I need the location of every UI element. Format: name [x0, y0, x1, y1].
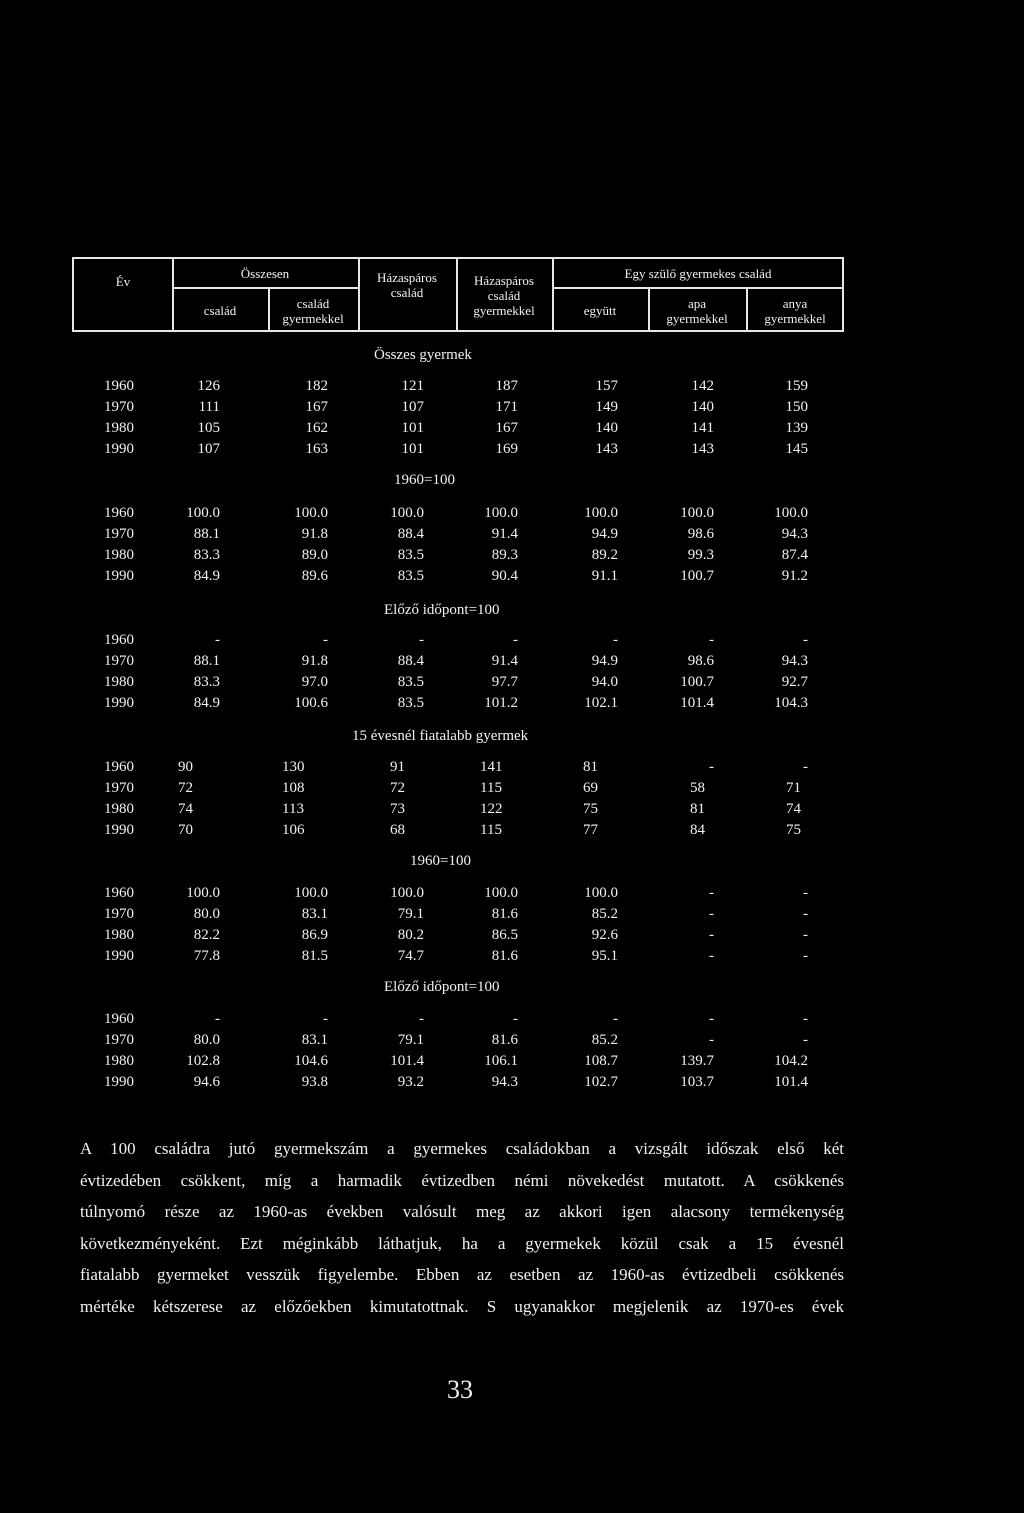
cell-year: 1990 — [104, 568, 134, 584]
cell: 111 — [198, 399, 220, 415]
paragraph-line: következményeként. Ezt méginkább láthatjuk, ha a gyermekek közül csak a 15 évesnél — [80, 1233, 844, 1253]
cell: 100.0 — [680, 505, 714, 521]
cell: 81.6 — [491, 906, 518, 922]
cell: 86.9 — [301, 927, 328, 943]
cell: 94.6 — [193, 1074, 220, 1090]
table-row — [0, 925, 1024, 945]
header-anya — [746, 289, 844, 332]
header-label: Házaspáros — [377, 270, 437, 285]
header-label: család — [390, 285, 424, 300]
cell: 101.2 — [484, 695, 518, 711]
cell: 102.8 — [186, 1053, 220, 1069]
cell: 88.1 — [193, 653, 220, 669]
cell-year: 1960 — [104, 378, 134, 394]
cell: 100.0 — [294, 505, 328, 521]
cell: 98.6 — [687, 526, 714, 542]
cell: 73 — [390, 801, 405, 817]
cell: - — [513, 1011, 518, 1027]
cell: 187 — [495, 378, 518, 394]
table-row — [0, 1009, 1024, 1029]
cell: 139.7 — [680, 1053, 714, 1069]
cell: 141 — [480, 759, 503, 775]
cell: 100.7 — [680, 568, 714, 584]
cell-year: 1960 — [104, 505, 134, 521]
section-title-label: 1960=100 — [410, 853, 471, 869]
cell: 83.5 — [397, 547, 424, 563]
cell: 100.0 — [584, 885, 618, 901]
cell: - — [803, 1032, 808, 1048]
cell: 97.0 — [301, 674, 328, 690]
header-label: gyermekkel — [473, 303, 535, 318]
paragraph-line: fiatalabb gyermeket vesszük figyelembe. Ebben az esetben az 1960-as évtizedbeli csökkenés — [80, 1265, 844, 1284]
cell-year: 1990 — [104, 1074, 134, 1090]
cell: 100.0 — [390, 505, 424, 521]
header-osszesen-label: Összesen — [240, 265, 290, 281]
cell-year: 1960 — [104, 1011, 134, 1027]
cell: 107 — [401, 399, 424, 415]
cell: - — [513, 632, 518, 648]
cell: 77 — [583, 822, 598, 838]
section-title — [0, 851, 1024, 871]
header-label: család — [296, 295, 330, 311]
cell: 89.6 — [301, 568, 328, 584]
table-row — [0, 1030, 1024, 1050]
cell: 70 — [178, 822, 193, 838]
cell: 145 — [785, 441, 808, 457]
cell: 94.0 — [591, 674, 618, 690]
cell-year: 1990 — [104, 948, 134, 964]
section-title — [0, 470, 1024, 490]
cell: - — [709, 759, 714, 775]
cell-year: 1980 — [104, 801, 134, 817]
cell: 101 — [401, 441, 424, 457]
header-label: gyermekkel — [282, 310, 344, 326]
header-osszesen-csalad — [172, 289, 268, 332]
cell: 68 — [390, 822, 405, 838]
cell: 91.4 — [491, 653, 518, 669]
cell: 81.6 — [491, 948, 518, 964]
cell: 74.7 — [397, 948, 424, 964]
cell: 100.0 — [584, 505, 618, 521]
cell: - — [613, 1011, 618, 1027]
cell: - — [803, 948, 808, 964]
cell: 97.7 — [491, 674, 518, 690]
cell: 163 — [305, 441, 328, 457]
cell: - — [803, 885, 808, 901]
section-title — [0, 600, 1024, 620]
header-egy-szulo-label: Egy szülő gyermekes család — [624, 265, 772, 281]
cell: 85.2 — [591, 1032, 618, 1048]
header-label: család — [487, 288, 521, 303]
cell: 93.8 — [301, 1074, 328, 1090]
cell: 82.2 — [193, 927, 220, 943]
cell: 107 — [197, 441, 220, 457]
section-title-label: Előző időpont=100 — [384, 979, 500, 995]
cell: 94.3 — [781, 653, 808, 669]
cell-year: 1990 — [104, 441, 134, 457]
cell-year: 1970 — [104, 906, 134, 922]
cell: 113 — [282, 801, 304, 817]
table-row — [0, 799, 1024, 819]
cell: 90 — [178, 759, 193, 775]
cell: 80.2 — [397, 927, 424, 943]
cell: 85.2 — [591, 906, 618, 922]
cell: 94.9 — [591, 653, 618, 669]
table-row — [0, 946, 1024, 966]
header-osszesen — [172, 259, 358, 287]
cell: - — [803, 906, 808, 922]
table-row — [0, 651, 1024, 671]
cell-year: 1970 — [104, 780, 134, 796]
cell: 143 — [595, 441, 618, 457]
cell: 104.3 — [774, 695, 808, 711]
header-label: apa — [687, 295, 707, 311]
cell: 141 — [691, 420, 714, 436]
header-label: gyermekkel — [666, 310, 728, 326]
cell-year: 1970 — [104, 653, 134, 669]
table-row — [0, 820, 1024, 840]
cell: 86.5 — [491, 927, 518, 943]
cell: 83.5 — [397, 568, 424, 584]
cell: 91.2 — [781, 568, 808, 584]
cell: - — [709, 948, 714, 964]
cell: 80.0 — [193, 906, 220, 922]
cell: 91 — [390, 759, 405, 775]
cell: - — [709, 885, 714, 901]
table-row — [0, 545, 1024, 565]
cell: - — [709, 927, 714, 943]
cell: 84.9 — [193, 568, 220, 584]
cell-year: 1970 — [104, 399, 134, 415]
cell: 140 — [691, 399, 714, 415]
cell: 102.1 — [584, 695, 618, 711]
cell: - — [323, 632, 328, 648]
cell: - — [803, 1011, 808, 1027]
cell: 81.6 — [491, 1032, 518, 1048]
header-label: anya — [782, 295, 808, 311]
cell: 92.6 — [591, 927, 618, 943]
cell: 103.7 — [680, 1074, 714, 1090]
cell: 81.5 — [301, 948, 328, 964]
cell: 83.5 — [397, 695, 424, 711]
cell: 100.0 — [484, 505, 518, 521]
cell-year: 1970 — [104, 526, 134, 542]
cell: 91.8 — [301, 526, 328, 542]
cell: - — [215, 632, 220, 648]
cell: 95.1 — [591, 948, 618, 964]
cell: 101 — [401, 420, 424, 436]
cell: 93.2 — [397, 1074, 424, 1090]
cell: 94.3 — [491, 1074, 518, 1090]
cell: 106.1 — [484, 1053, 518, 1069]
table-row — [0, 883, 1024, 903]
table-row — [0, 1072, 1024, 1092]
cell-year: 1980 — [104, 927, 134, 943]
cell: 94.3 — [781, 526, 808, 542]
header-label: gyermekkel — [764, 310, 826, 326]
cell: 101.4 — [680, 695, 714, 711]
cell: 75 — [786, 822, 801, 838]
cell: 100.0 — [186, 885, 220, 901]
cell: 80.0 — [193, 1032, 220, 1048]
cell: 105 — [197, 420, 220, 436]
body-paragraph — [80, 1133, 844, 1322]
cell: 94.9 — [591, 526, 618, 542]
cell: - — [803, 632, 808, 648]
cell: 101.4 — [390, 1053, 424, 1069]
cell: 88.4 — [397, 653, 424, 669]
cell: 79.1 — [397, 906, 424, 922]
section-title-label: Összes gyermek — [374, 347, 472, 363]
cell: 83.3 — [193, 674, 220, 690]
cell-year: 1970 — [104, 1032, 134, 1048]
cell: 167 — [495, 420, 518, 436]
cell-year: 1990 — [104, 695, 134, 711]
cell: 122 — [480, 801, 503, 817]
cell-year: 1980 — [104, 420, 134, 436]
table-row — [0, 757, 1024, 777]
paragraph-line: mértéke kétszerese az előzőekben kimutatottnak. S ugyanakkor megjelenik az 1970-es évek — [80, 1296, 844, 1316]
cell-year: 1960 — [104, 632, 134, 648]
cell: 100.0 — [774, 505, 808, 521]
cell: 74 — [786, 801, 801, 817]
table-row — [0, 904, 1024, 924]
table-row — [0, 693, 1024, 713]
cell: 182 — [305, 378, 328, 394]
cell: 71 — [786, 780, 801, 796]
cell: - — [419, 1011, 424, 1027]
cell: 98.6 — [687, 653, 714, 669]
cell: 72 — [178, 780, 193, 796]
table-header — [72, 257, 844, 332]
paragraph-line: A 100 családra jutó gyermekszám a gyermekes családokban a vizsgált időszak első két — [80, 1139, 844, 1158]
cell: 149 — [595, 399, 618, 415]
cell: - — [613, 632, 618, 648]
cell: 115 — [480, 780, 502, 796]
cell: 83.1 — [301, 906, 328, 922]
cell-year: 1990 — [104, 822, 134, 838]
header-egy-szulo — [552, 259, 844, 287]
cell: 142 — [691, 378, 714, 394]
cell: 58 — [690, 780, 705, 796]
cell: 100.7 — [680, 674, 714, 690]
section-title — [0, 977, 1024, 997]
header-osszesen-csalad-gyermekkel — [268, 289, 358, 332]
header-apa — [648, 289, 746, 332]
table-row — [0, 503, 1024, 523]
cell: 140 — [595, 420, 618, 436]
cell: 99.3 — [687, 547, 714, 563]
header-ev — [74, 259, 172, 303]
cell: 100.0 — [390, 885, 424, 901]
cell: 115 — [480, 822, 502, 838]
cell: - — [709, 1032, 714, 1048]
cell: 89.2 — [591, 547, 618, 563]
header-label: család — [203, 303, 237, 318]
cell: - — [803, 927, 808, 943]
cell: 81 — [690, 801, 705, 817]
table-row — [0, 630, 1024, 650]
cell: 83.3 — [193, 547, 220, 563]
cell: 83.1 — [301, 1032, 328, 1048]
cell: 79.1 — [397, 1032, 424, 1048]
cell: 101.4 — [774, 1074, 808, 1090]
section-title-label: Előző időpont=100 — [384, 602, 500, 618]
cell: 83.5 — [397, 674, 424, 690]
cell: 81 — [583, 759, 598, 775]
cell: 169 — [495, 441, 518, 457]
cell: - — [215, 1011, 220, 1027]
cell: 89.0 — [301, 547, 328, 563]
table-row — [0, 778, 1024, 798]
header-ev-label: Év — [115, 273, 131, 289]
table-row — [0, 524, 1024, 544]
header-label: együtt — [583, 303, 617, 318]
header-egyutt — [552, 289, 648, 332]
cell: 143 — [691, 441, 714, 457]
cell: 171 — [495, 399, 518, 415]
table-row — [0, 1051, 1024, 1071]
cell: 150 — [785, 399, 808, 415]
cell-year: 1980 — [104, 674, 134, 690]
header-hazaspar-gyermekkel — [456, 259, 552, 332]
cell: - — [419, 632, 424, 648]
cell: - — [709, 1011, 714, 1027]
cell: - — [709, 632, 714, 648]
cell: 167 — [305, 399, 328, 415]
cell: 100.0 — [484, 885, 518, 901]
cell-year: 1960 — [104, 759, 134, 775]
cell: 108.7 — [584, 1053, 618, 1069]
cell: 162 — [305, 420, 328, 436]
cell-year: 1980 — [104, 1053, 134, 1069]
header-hazaspar-csalad — [358, 259, 456, 311]
cell-year: 1960 — [104, 885, 134, 901]
cell: 159 — [785, 378, 808, 394]
cell: 108 — [282, 780, 305, 796]
table-row — [0, 418, 1024, 438]
cell: 100.0 — [294, 885, 328, 901]
cell: 139 — [785, 420, 808, 436]
cell: 100.6 — [294, 695, 328, 711]
cell: 92.7 — [781, 674, 808, 690]
cell: - — [803, 759, 808, 775]
table-row — [0, 566, 1024, 586]
cell: 89.3 — [491, 547, 518, 563]
cell: 104.6 — [294, 1053, 328, 1069]
cell: 87.4 — [781, 547, 808, 563]
page-number-label: 33 — [447, 1375, 473, 1404]
cell: 90.4 — [491, 568, 518, 584]
cell: 126 — [197, 378, 220, 394]
cell: 72 — [390, 780, 405, 796]
cell: 88.4 — [397, 526, 424, 542]
table-row — [0, 672, 1024, 692]
cell: 130 — [282, 759, 305, 775]
table-row — [0, 376, 1024, 396]
cell: 74 — [178, 801, 193, 817]
cell: 69 — [583, 780, 598, 796]
cell: 88.1 — [193, 526, 220, 542]
section-title — [0, 726, 1024, 746]
cell: 100.0 — [186, 505, 220, 521]
paragraph-line: túlnyomó része az 1960-as években valósult meg az akkori igen alacsony termékenység — [80, 1202, 844, 1221]
cell: 91.1 — [591, 568, 618, 584]
table-row — [0, 439, 1024, 459]
cell: 104.2 — [774, 1053, 808, 1069]
paragraph-line: évtizedében csökkent, míg a harmadik évtizedben némi növekedést mutatott. A csökkenés — [80, 1170, 844, 1190]
page-number — [0, 1375, 1024, 1405]
cell-year: 1980 — [104, 547, 134, 563]
cell: - — [709, 906, 714, 922]
section-title — [0, 345, 1024, 365]
cell: 121 — [401, 378, 424, 394]
section-title-label: 1960=100 — [394, 472, 455, 488]
cell: 106 — [282, 822, 305, 838]
cell: 75 — [583, 801, 598, 817]
cell: 157 — [595, 378, 618, 394]
cell: 77.8 — [193, 948, 220, 964]
cell: 102.7 — [584, 1074, 618, 1090]
section-title-label: 15 évesnél fiatalabb gyermek — [352, 728, 529, 744]
cell: 91.4 — [491, 526, 518, 542]
cell: 84 — [690, 822, 705, 838]
cell: - — [323, 1011, 328, 1027]
header-label: Házaspáros — [474, 273, 534, 288]
table-row — [0, 397, 1024, 417]
cell: 84.9 — [193, 695, 220, 711]
cell: 91.8 — [301, 653, 328, 669]
